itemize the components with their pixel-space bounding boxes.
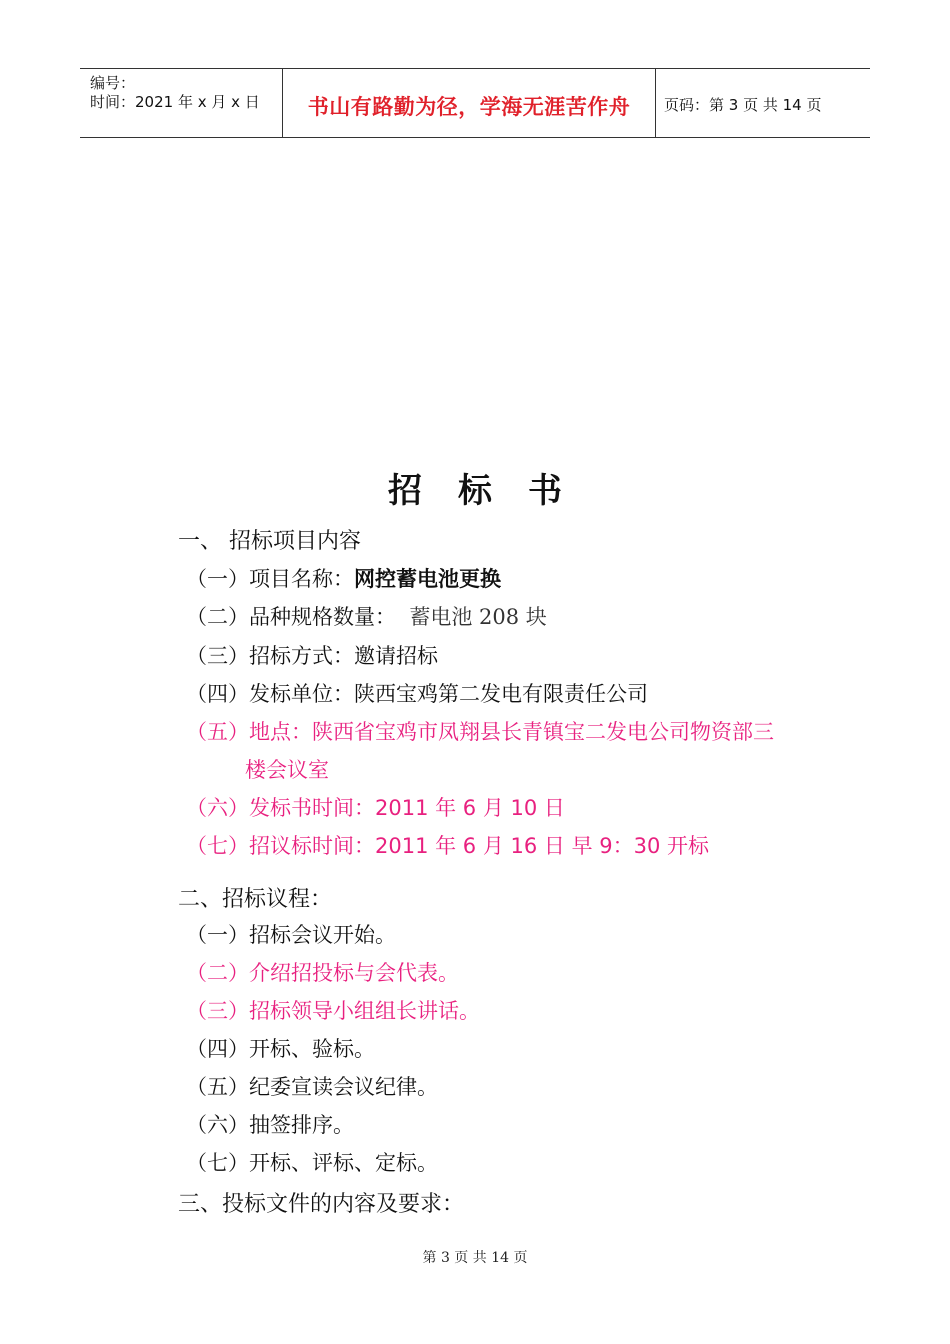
section1-heading: 一、 招标项目内容 <box>178 529 361 554</box>
section2-heading: 二、招标议程： <box>178 887 333 912</box>
item-number: （六） <box>186 796 249 820</box>
item-number: （一） <box>186 567 249 591</box>
header-page-cell <box>656 69 870 137</box>
item-number: （六） <box>186 1113 249 1137</box>
item-label: 发标书时间：2011 年 6 月 10 日 <box>249 796 565 820</box>
item-label: 发标单位：陕西宝鸡第二发电有限责任公司 <box>249 682 648 706</box>
list-item <box>186 1109 354 1139</box>
list-item <box>186 995 480 1025</box>
header-motto-cell <box>283 69 656 137</box>
item-number: （四） <box>186 1037 249 1061</box>
list-item-continuation: 楼会议室 <box>245 758 329 782</box>
list-item <box>186 919 396 949</box>
item-label: 纪委宣读会议纪律。 <box>249 1075 438 1099</box>
item-label: 抽签排序。 <box>249 1113 354 1137</box>
item-number: （四） <box>186 682 249 706</box>
list-item <box>186 1071 438 1101</box>
item-label: 招标会议开始。 <box>249 923 396 947</box>
item-label: 开标、评标、定标。 <box>249 1151 438 1175</box>
item-label: 地点：陕西省宝鸡市凤翔县长青镇宝二发电公司物资部三 <box>249 720 774 744</box>
item-label: 招标方式：邀请招标 <box>249 644 438 668</box>
list-item <box>186 1033 375 1063</box>
item-number: （七） <box>186 1151 249 1175</box>
section3-heading: 三、投标文件的内容及要求： <box>178 1192 465 1217</box>
spec-quantity-value: 蓄电池 208 块 <box>409 605 547 629</box>
item-label: 招议标时间：2011 年 6 月 16 日 早 9：30 开标 <box>249 834 710 858</box>
item-label: 招标领导小组组长讲话。 <box>249 999 480 1023</box>
list-item <box>186 792 565 822</box>
document-title: 招标书 <box>388 471 598 511</box>
list-item <box>186 640 438 670</box>
item-label: 项目名称： <box>249 567 354 591</box>
item-number: （二） <box>186 961 249 985</box>
number-label: 编号： <box>90 74 136 92</box>
list-item <box>186 601 547 631</box>
item-label: 开标、验标。 <box>249 1037 375 1061</box>
item-label: 品种规格数量： <box>249 605 396 629</box>
item-label: 介绍招投标与会代表。 <box>249 961 459 985</box>
item-number: （二） <box>186 605 249 629</box>
header-page-info: 页码：第 3 页 共 14 页 <box>664 96 822 114</box>
item-number: （五） <box>186 1075 249 1099</box>
list-item <box>186 678 648 708</box>
item-number: （三） <box>186 999 249 1023</box>
list-item <box>186 716 774 746</box>
page-header <box>80 68 870 138</box>
item-number: （七） <box>186 834 249 858</box>
list-item <box>186 957 459 987</box>
project-name-value: 网控蓄电池更换 <box>354 567 501 591</box>
list-item <box>186 563 501 593</box>
list-item <box>186 830 709 860</box>
list-item <box>186 1147 438 1177</box>
item-number: （五） <box>186 720 249 744</box>
item-number: （三） <box>186 644 249 668</box>
item-number: （一） <box>186 923 249 947</box>
header-info-cell <box>80 69 283 137</box>
time-label: 时间：2021 年 x 月 x 日 <box>90 93 260 111</box>
page-footer: 第 3 页 共 14 页 <box>422 1250 528 1266</box>
header-motto: 书山有路勤为径，学海无涯苦作舟 <box>307 95 631 119</box>
